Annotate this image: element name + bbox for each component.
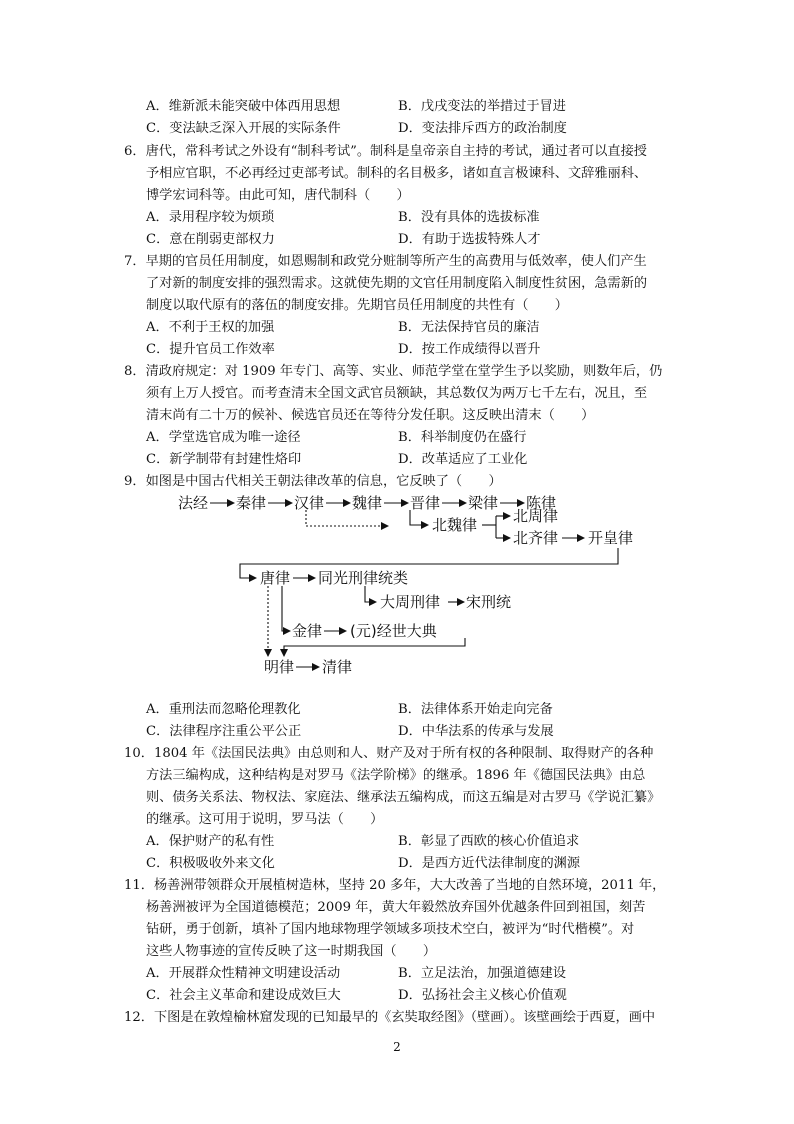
node-minglv: 明律 (264, 658, 295, 676)
q7-option-a: A．不利于王权的加强 (146, 320, 275, 335)
arrow-to-jin (282, 586, 290, 631)
node-tongguang: 同光刑律统类 (318, 569, 409, 587)
node-jinlv-jurchen: 金律 (292, 622, 323, 640)
node-dazhou: 大周刑律 (380, 593, 441, 611)
q6-option-d: D．有助于选拔特殊人才 (398, 232, 541, 247)
q6-stem-line-2: 予相应官职，不必再经过吏部考试。制科的名目极多，诸如直言极谏科、文辞雅丽科、 (146, 166, 648, 181)
q8-stem-line-1: 8．清政府规定：对 1909 年专门、高等、实业、师范学堂在堂学生予以奖励，则数年后，仍 (124, 364, 663, 379)
q9-option-d: D．中华法系的传承与发展 (398, 724, 554, 739)
arrow-yuan-ming (284, 638, 465, 656)
node-fajing: 法经 (178, 494, 209, 512)
q10-option-d: D．是西方近代法律制度的渊源 (398, 856, 581, 871)
q10-option-c: C．积极吸收外来文化 (146, 856, 275, 871)
q8-option-d: D．改革适应了工业化 (398, 452, 528, 467)
q7-stem-line-3: 制度以取代原有的落伍的制度安排。先期官员任用制度的共性有（ ） (146, 298, 568, 313)
q7-option-b: B．无法保持官员的廉洁 (398, 320, 540, 335)
q7-stem-line-1: 7．早期的官员任用制度，如恩赐制和政党分赃制等所产生的高费用与低效率，使人们产生 (124, 254, 647, 269)
node-qinglv: 清律 (322, 658, 353, 676)
q8-stem-line-3: 清末尚有二十万的候补、候选官员还在等待分发任职。这反映出清末（ ） (146, 408, 595, 423)
node-beiqilv: 北齐律 (513, 529, 559, 547)
q11-stem-line-4: 这些人物事迹的宣传反映了这一时期我国（ ） (146, 944, 437, 959)
q11-stem-line-1: 11．杨善洲带领群众开展植树造林，坚持 20 多年，大大改善了当地的自然环境，2011 年， (124, 878, 666, 893)
node-jingshidadian: (元)经世大典 (350, 622, 437, 640)
arrow-to-dazhou (365, 586, 376, 602)
q10-stem-line-1: 10．1804 年《法国民法典》由总则和人、财产及对于所有权的各种限制、取得财产的各种 (124, 746, 654, 761)
q11-option-d: D．弘扬社会主义核心价值观 (398, 988, 567, 1003)
node-lianglv: 梁律 (468, 494, 499, 512)
q8-stem-line-2: 须有上万人授官。而考查清末全国文武官员额缺，其总数仅为两万七千左右，况且，至 (146, 386, 648, 401)
q5-option-d: D．变法排斥西方的政治制度 (398, 121, 567, 136)
node-jinlv: 晋律 (410, 494, 441, 512)
q12-stem-line-1: 12．下图是在敦煌榆林窟发现的已知最早的《玄奘取经图》（壁画）。该壁画绘于西夏，画中 (124, 1010, 656, 1025)
node-weilv: 魏律 (352, 494, 383, 512)
node-tanglv: 唐律 (260, 569, 291, 587)
q9-option-b: B．法律体系开始走向完备 (398, 702, 553, 717)
q10-option-b: B．彰显了西欧的核心价值追求 (398, 834, 580, 849)
arrow-jin-beiwei (410, 510, 428, 525)
node-qinlv: 秦律 (236, 494, 267, 512)
q7-option-c: C．提升官员工作效率 (146, 342, 275, 357)
node-hanlv: 汉律 (294, 494, 325, 512)
q8-option-c: C．新学制带有封建性烙印 (146, 452, 302, 467)
law-evolution-diagram (170, 486, 650, 684)
q10-stem-line-3: 则、债务关系法、物权法、家庭法、继承法五编构成，而这五编是对古罗马《学说汇纂》 (146, 790, 661, 805)
q10-stem-line-2: 方法三编构成，这种结构是对罗马《法学阶梯》的继承。1896 年《德国民法典》由总 (146, 768, 646, 783)
node-songxingtong: 宋刑统 (466, 593, 512, 611)
q11-stem-line-3: 钻研，勇于创新，填补了国内地球物理学领域多项技术空白，被评为“时代楷模”。对 (146, 922, 635, 937)
q8-option-b: B．科举制度仍在盛行 (398, 430, 527, 445)
node-beiweilv: 北魏律 (432, 516, 478, 534)
page-number: 2 (393, 1040, 401, 1054)
q11-stem-line-2: 杨善洲被评为全国道德模范；2009 年，黄大年毅然放弃国外优越条件回到祖国，刻苦 (146, 900, 646, 915)
q6-option-b: B．没有具体的选拔标准 (398, 210, 540, 225)
q5-option-b: B．戊戌变法的举措过于冒进 (398, 99, 566, 114)
node-kaihuanglv: 开皇律 (588, 529, 634, 547)
q11-option-b: B．立足法治，加强道德建设 (398, 966, 566, 981)
q7-stem-line-2: 了对新的制度安排的强烈需求。这就使先期的文官任用制度陷入制度性贫困，急需新的 (146, 276, 648, 291)
arrow-han-dashed (306, 510, 388, 526)
q6-stem-line-3: 博学宏词科等。由此可知，唐代制科（ ） (146, 188, 410, 203)
q6-option-c: C．意在削弱吏部权力 (146, 232, 275, 247)
q10-stem-line-4: 的继承。这可用于说明，罗马法（ ） (146, 812, 384, 827)
node-beizhoulv: 北周律 (513, 507, 559, 525)
q5-option-a: A．维新派未能突破中体西用思想 (146, 99, 341, 114)
q8-option-a: A．学堂选官成为唯一途径 (146, 430, 301, 445)
q5-option-c: C．变法缺乏深入开展的实际条件 (146, 121, 341, 136)
q7-option-d: D．按工作成绩得以晋升 (398, 342, 541, 357)
q11-option-c: C．社会主义革命和建设成效巨大 (146, 988, 341, 1003)
node-chenlv: 陈律 (526, 494, 557, 512)
q11-option-a: A．开展群众性精神文明建设活动 (146, 966, 341, 981)
q10-option-a: A．保护财产的私有性 (146, 834, 275, 849)
q9-option-c: C．法律程序注重公平公正 (146, 724, 302, 739)
q9-stem: 9．如图是中国古代相关王朝法律改革的信息，它反映了（ ） (124, 474, 502, 489)
q6-stem-line-1: 6．唐代，常科考试之外设有“制科考试”。制科是皇帝亲自主持的考试，通过者可以直接授 (124, 144, 647, 159)
arrow-kaihuang-tang (240, 548, 618, 578)
q6-option-a: A．录用程序较为烦琐 (146, 210, 275, 225)
q9-option-a: A．重刑法而忽略伦理教化 (146, 702, 301, 717)
